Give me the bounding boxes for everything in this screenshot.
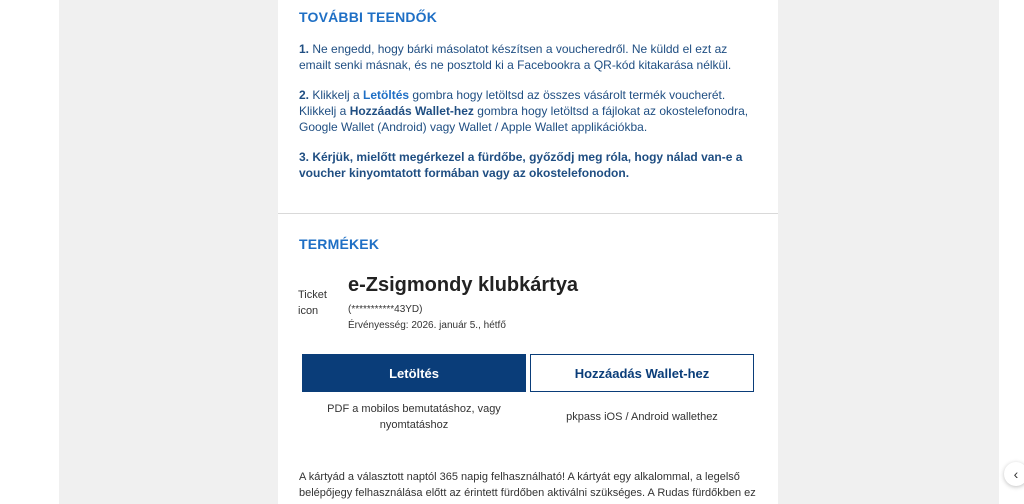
task-item-1-number: 1.: [299, 42, 310, 56]
task-item-1: [299, 41, 759, 73]
task-item-2-number: 2.: [299, 88, 310, 102]
add-to-wallet-button[interactable]: Hozzáadás Wallet-hez: [530, 354, 754, 392]
download-button[interactable]: Letöltés: [302, 354, 526, 392]
task-item-2-wallet-ref: Hozzáadás Wallet-hez: [349, 104, 474, 118]
task-item-2: [299, 87, 759, 135]
product-description: A kártyád a választott naptól 365 napig felhasználható! A kártyát egy alkalommal, a legelső belépőjegy felhasználása előtt az érintett fürdőben aktiválni szükséges. A Rudas fürdőkben ez: [299, 471, 756, 499]
products-title: TERMÉKEK: [299, 236, 380, 252]
task-item-3: 3. Kérjük, mielőtt megérkezel a fürdőbe, győződj meg róla, hogy nálad van-e a voucher kinyomtatott formában vagy az okostelefonodon.: [299, 150, 743, 180]
task-item-2-mid: gombra hogy letöltsd az összes vásárolt termék voucherét. Klikkelj a: [299, 88, 726, 118]
collapse-panel-button[interactable]: [1004, 462, 1024, 486]
chevron-left-icon: ‹: [1013, 466, 1019, 482]
task-item-1-text: Ne engedd, hogy bárki másolatot készítsen a voucheredről. Ne küldd el ezt az emailt senki másnak, és ne posztold ki a Facebookra a QR-kód kitakarása nélkül.: [299, 42, 732, 72]
product-code: (***********43YD): [348, 304, 423, 315]
wallet-note: pkpass iOS / Android wallethez: [566, 411, 718, 423]
section-divider: [278, 213, 778, 214]
task-item-2-post: gombra hogy letöltsd a fájlokat az okostelefonodra, Google Wallet (Android) vagy Wallet / Apple Wallet applikációkba.: [299, 104, 749, 134]
email-content-card: [278, 0, 778, 504]
further-tasks-title: TOVÁBBI TEENDŐK: [299, 9, 438, 25]
download-note: PDF a mobilos bemutatáshoz, vagy nyomtatáshoz: [327, 403, 501, 431]
product-validity: Érvényesség: 2026. január 5., hétfő: [348, 320, 506, 331]
task-item-2-pre: Klikkelj a: [309, 88, 364, 102]
ticket-icon: Ticket icon: [298, 289, 327, 317]
task-item-2-download-ref: Letöltés: [363, 88, 410, 102]
product-name: e-Zsigmondy klubkártya: [348, 274, 579, 296]
